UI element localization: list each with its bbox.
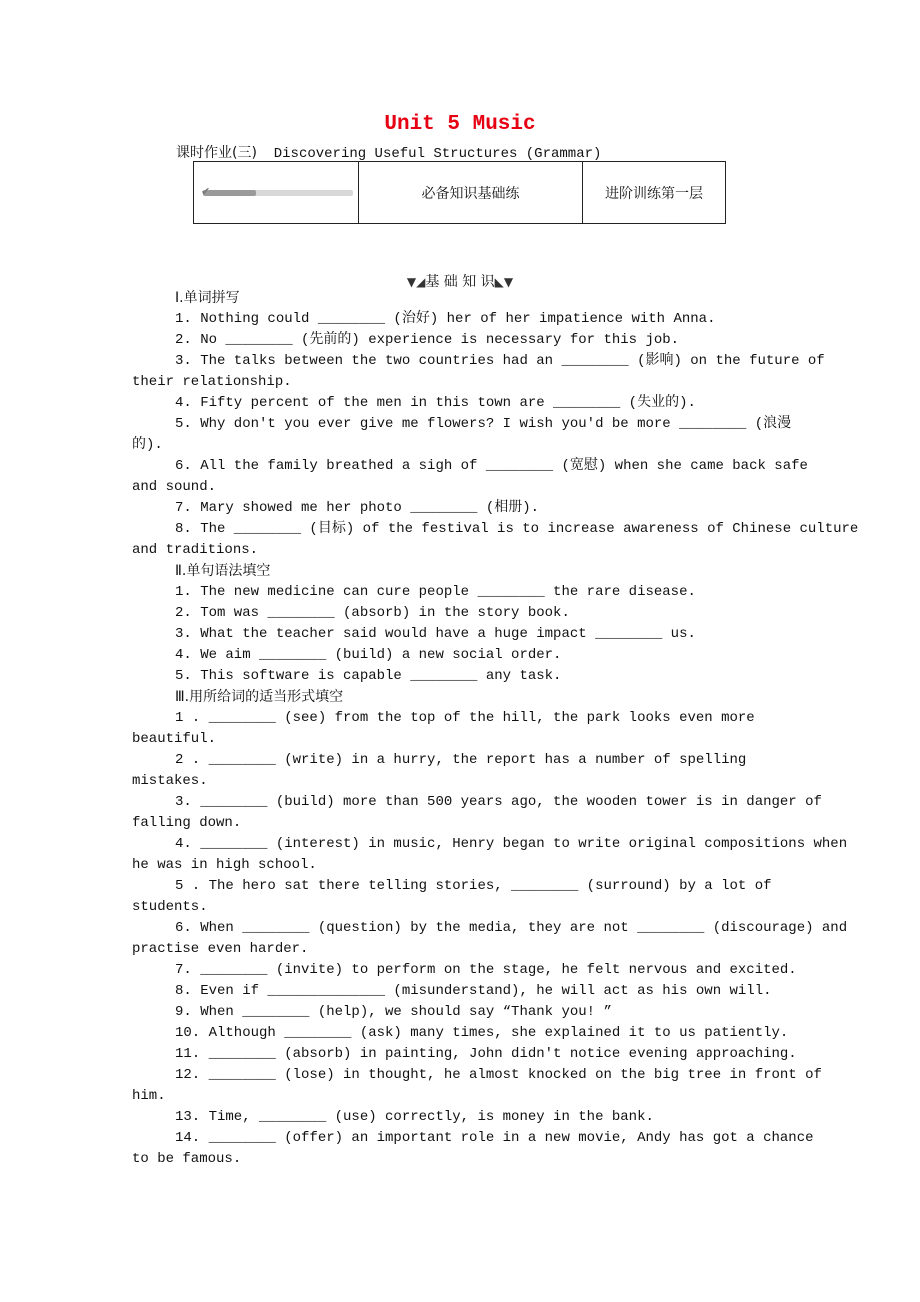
question-line: 3. ________ (build) more than 500 years ago, the wooden tower is in danger of: [175, 794, 822, 810]
question-line: 8. Even if ______________ (misunderstand), he will act as his own will.: [175, 983, 772, 999]
check-icon: ✔: [201, 184, 211, 198]
question-line: 4. Fifty percent of the men in this town are ________ (失业的).: [175, 395, 696, 411]
question-line-continuation: he was in high school.: [132, 857, 317, 873]
progress-bar: [201, 184, 353, 198]
question-line-continuation: and traditions.: [132, 542, 259, 558]
question-line: 8. The ________ (目标) of the festival is to increase awareness of Chinese culture: [175, 521, 859, 537]
question-line: 12. ________ (lose) in thought, he almost knocked on the big tree in front of: [175, 1067, 822, 1083]
page-title: Unit 5 Music: [384, 113, 536, 136]
section1-heading: Ⅰ.单词拼写: [175, 290, 240, 306]
section3-heading: Ⅲ.用所给词的适当形式填空: [175, 689, 344, 705]
header-table: [193, 161, 726, 224]
question-line: 10. Although ________ (ask) many times, she explained it to us patiently.: [175, 1025, 789, 1041]
question-line: 14. ________ (offer) an important role in a new movie, Andy has got a chance: [175, 1130, 814, 1146]
question-line: 2. Tom was ________ (absorb) in the story book.: [175, 605, 570, 621]
question-line: 9. When ________ (help), we should say “Thank you! ”: [175, 1004, 612, 1020]
progress-fill: [203, 190, 256, 196]
question-line-continuation: falling down.: [132, 815, 242, 831]
question-line: 5 . The hero sat there telling stories, ________ (surround) by a lot of: [175, 878, 772, 894]
section2-heading: Ⅱ.单句语法填空: [175, 563, 271, 579]
question-line-continuation: to be famous.: [132, 1151, 242, 1167]
question-line: 5. This software is capable ________ any task.: [175, 668, 562, 684]
question-line-continuation: him.: [132, 1088, 166, 1104]
basic-knowledge-cell: 必备知识基础练: [359, 162, 583, 223]
question-line-continuation: practise even harder.: [132, 941, 309, 957]
question-line: 2. No ________ (先前的) experience is necessary for this job.: [175, 332, 680, 348]
question-line: 4. We aim ________ (build) a new social order.: [175, 647, 562, 663]
section-heading-text: 基 础 知 识: [425, 274, 495, 290]
subtitle-english: Discovering Useful Structures (Grammar): [256, 146, 602, 162]
advanced-training-cell: 进阶训练第一层: [605, 185, 703, 202]
question-line: 1. Nothing could ________ (治好) her of her impatience with Anna.: [175, 311, 716, 327]
question-line-continuation: and sound.: [132, 479, 217, 495]
question-line: 6. When ________ (question) by the media, they are not ________ (discourage) and: [175, 920, 848, 936]
triangle-left-icon: ▼◢: [406, 275, 426, 289]
progress-cell: [194, 162, 359, 223]
question-line: 1 . ________ (see) from the top of the hill, the park looks even more: [175, 710, 755, 726]
question-line-continuation: their relationship.: [132, 374, 292, 390]
question-line: 3. What the teacher said would have a huge impact ________ us.: [175, 626, 696, 642]
question-line: 6. All the family breathed a sigh of ________ (宽慰) when she came back safe: [175, 458, 808, 474]
question-line: 11. ________ (absorb) in painting, John didn't notice evening approaching.: [175, 1046, 797, 1062]
triangle-right-icon: ◣▼: [494, 275, 514, 289]
question-line: 13. Time, ________ (use) correctly, is money in the bank.: [175, 1109, 654, 1125]
exercise-body: [132, 288, 859, 1170]
question-line-continuation: beautiful.: [132, 731, 217, 747]
question-line: 7. ________ (invite) to perform on the stage, he felt nervous and excited.: [175, 962, 797, 978]
question-line: 2 . ________ (write) in a hurry, the report has a number of spelling: [175, 752, 747, 768]
question-line-continuation: students.: [132, 899, 208, 915]
question-line-continuation: mistakes.: [132, 773, 208, 789]
question-line: 4. ________ (interest) in music, Henry began to write original compositions when: [175, 836, 848, 852]
question-line: 7. Mary showed me her photo ________ (相册).: [175, 500, 540, 516]
subtitle-chinese: 课时作业(三): [176, 145, 257, 161]
question-line-continuation: 的).: [132, 437, 163, 453]
subtitle: [176, 142, 601, 162]
question-line: 5. Why don't you ever give me flowers? I wish you'd be more ________ (浪漫: [175, 416, 792, 432]
question-line: 3. The talks between the two countries had an ________ (影响) on the future of: [175, 353, 825, 369]
question-line: 1. The new medicine can cure people ________ the rare disease.: [175, 584, 696, 600]
